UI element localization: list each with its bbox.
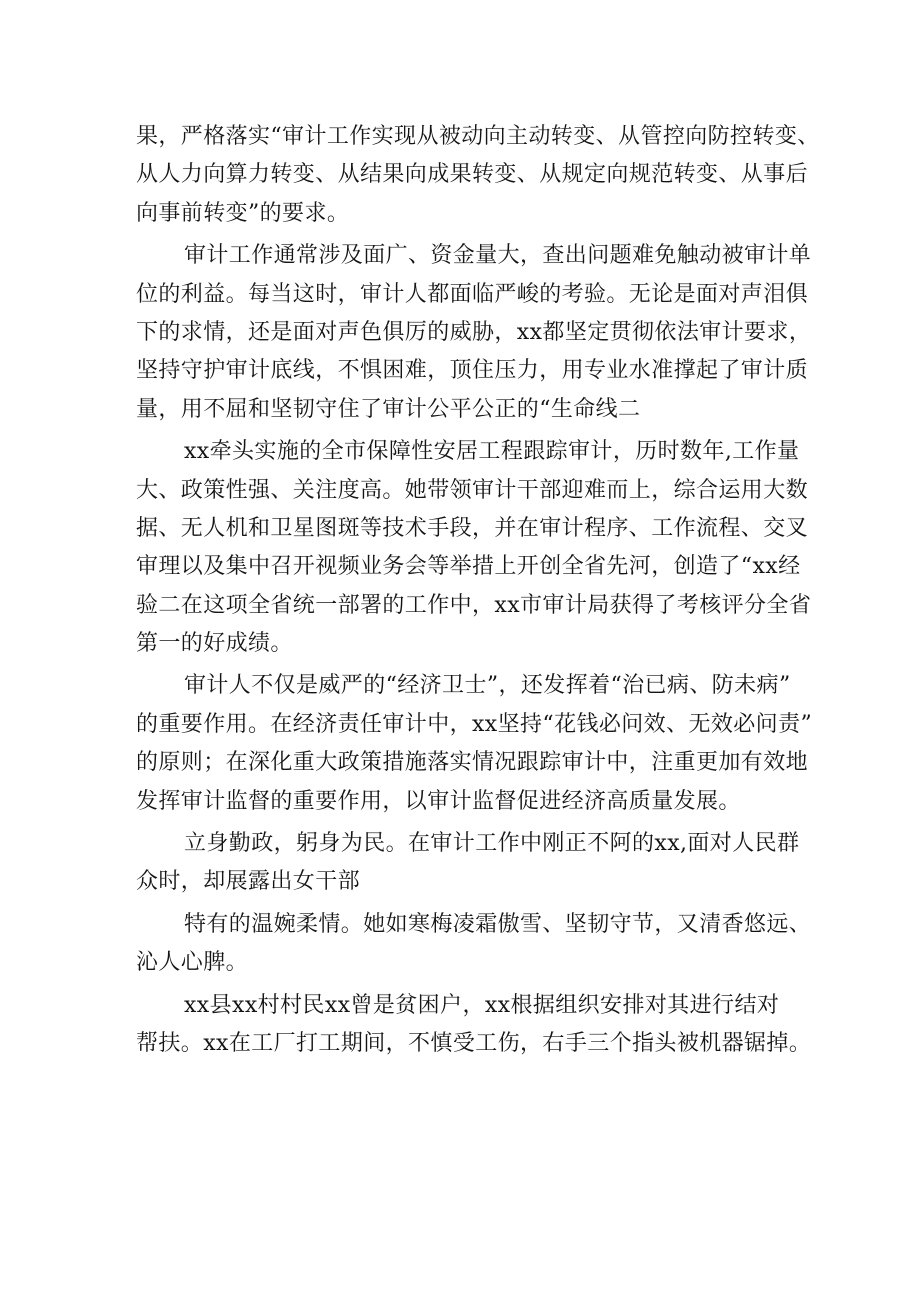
document-body — [136, 118, 820, 1063]
text-line: 从人力向算力转变、从结果向成果转变、从规定向规范转变、从事后 — [136, 162, 809, 188]
text-line: xx牵头实施的全市保障性安居工程跟踪审计，历时数年,工作量 — [184, 439, 800, 465]
text-line: 验二在这项全省统一部署的工作中，xx市审计局获得了考核评分全省 — [136, 592, 812, 618]
text-line: 审理以及集中召开视频业务会等举措上开创全省先河，创造了“xx经 — [136, 554, 801, 580]
text-line: 特有的温婉柔情。她如寒梅凌霜傲雪、坚韧守节，又清香悠远、 — [184, 911, 812, 937]
text-line: 第一的好成绩。 — [136, 631, 293, 657]
text-line: 审计人不仅是威严的“经济卫士”，还发挥着“治已病、防未病” — [184, 673, 791, 699]
paragraph-3 — [136, 433, 812, 663]
text-line: 立身勤政，躬身为民。在审计工作中刚正不阿的xx,面对人民群 — [184, 831, 800, 857]
text-line: xx县xx村村民xx曾是贫困户，xx根据组织安排对其进行结对 — [184, 992, 780, 1018]
paragraph-1 — [136, 118, 820, 233]
text-line: 的原则；在深化重大政策措施落实情况跟踪审计中，注重更加有效地 — [136, 750, 809, 776]
paragraph-5 — [136, 825, 802, 902]
text-line: 据、无人机和卫星图斑等技术手段，并在审计程序、工作流程、交叉 — [136, 515, 809, 541]
paragraph-7 — [136, 987, 812, 1064]
paragraph-2 — [136, 237, 812, 429]
paragraph-6 — [136, 906, 812, 983]
text-line: 审计工作通常涉及面广、资金量大，查出问题难免触动被审计单 — [184, 243, 812, 269]
text-line: 量，用不屈和坚韧守住了审计公平公正的“生命线二 — [136, 396, 641, 422]
text-line: 帮扶。xx在工厂打工期间，不慎受工伤，右手三个指头被机器锯掉。 — [136, 1030, 812, 1056]
text-line: 发挥审计监督的重要作用，以审计监督促进经济高质量发展。 — [136, 788, 741, 814]
paragraph-4 — [136, 667, 813, 821]
text-line: 沁人心脾。 — [136, 950, 249, 976]
text-line: 的重要作用。在经济责任审计中，xx坚持“花钱必问效、无效必问责” — [136, 711, 813, 737]
text-line: 果，严格落实“审计工作实现从被动向主动转变、从管控向防控转变、 — [136, 124, 820, 149]
text-line: 众时，却展露出女干部 — [136, 869, 361, 895]
text-line: 坚持守护审计底线，不惧困难，顶住压力，用专业水准撑起了审计质 — [136, 358, 809, 384]
text-line: 下的求情，还是面对声色俱厉的威胁，xx都坚定贯彻依法审计要求， — [136, 319, 812, 345]
text-line: 大、政策性强、关注度高。她带领审计干部迎难而上，综合运用大数 — [136, 477, 809, 503]
text-line: 位的利益。每当这时，审计人都面临严峻的考验。无论是面对声泪俱 — [136, 281, 809, 307]
text-line: 向事前转变”的要求。 — [136, 200, 350, 226]
